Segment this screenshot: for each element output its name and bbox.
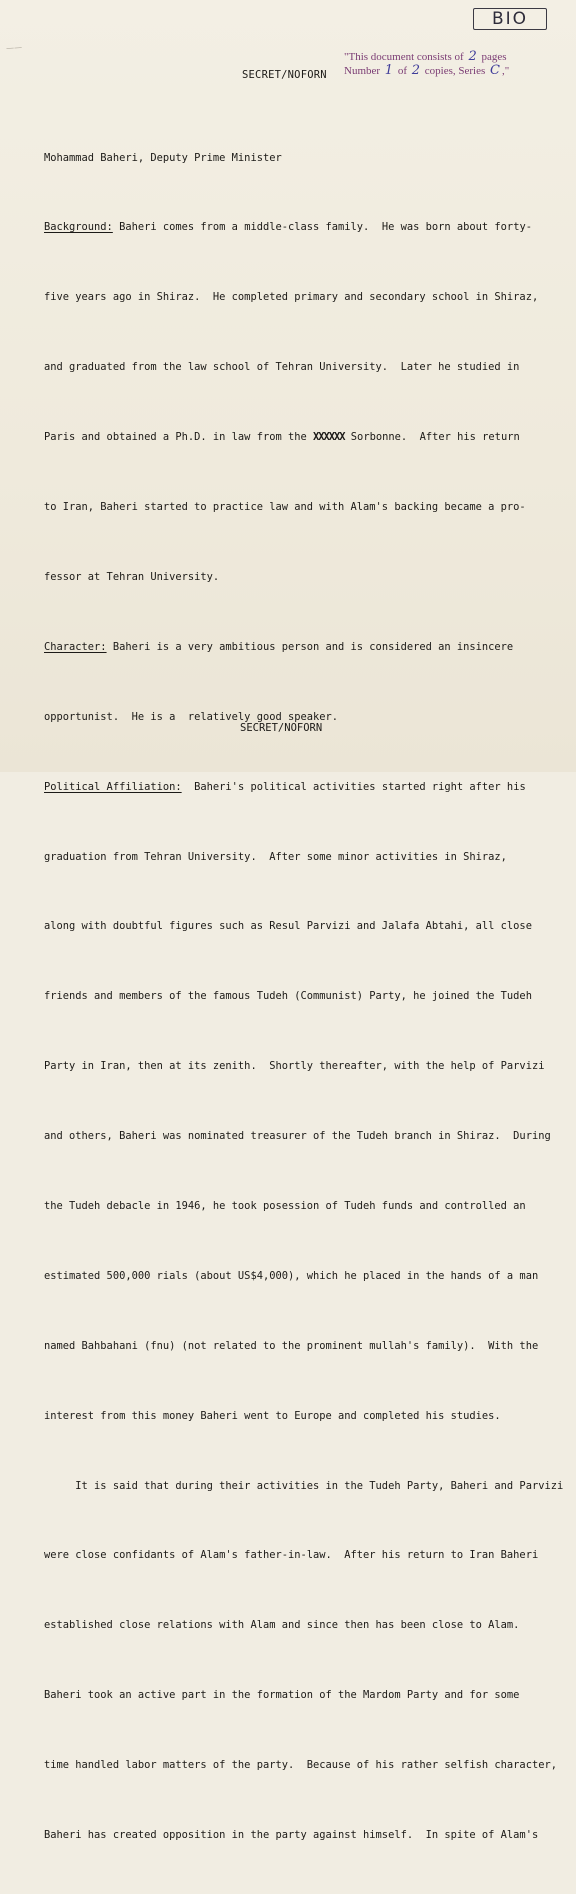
text-line [44, 426, 564, 449]
text-line [44, 636, 564, 659]
text-run: Baheri's political activities started right after his [181, 780, 526, 793]
text-line: estimated 500,000 rials (about US$4,000), which he placed in the hands of a man [44, 1269, 539, 1282]
struck-out-word: XXXXXX [313, 431, 345, 444]
classification-header: SECRET/NOFORN [242, 69, 327, 81]
handwritten-document-number: BIO [473, 8, 547, 30]
text-line: time handled labor matters of the party. Because of his rather selfish character, [44, 1759, 557, 1772]
stamp-line-1 [344, 50, 509, 64]
text-line: the Tudeh debacle in 1946, he took posession of Tudeh funds and controlled an [44, 1199, 526, 1212]
text-run: Baheri comes from a middle-class family. He was born about forty- [112, 221, 532, 234]
stamp-line-2 [344, 64, 509, 78]
copy-count-stamp [344, 50, 509, 78]
subject-line: Mohammad Baheri, Deputy Prime Minister [44, 151, 282, 164]
text-line: Baheri took an active part in the formation of the Mardom Party and for some [44, 1689, 520, 1702]
text-line: five years ago in Shiraz. He completed primary and secondary school in Shiraz, [44, 291, 539, 304]
text-line: named Bahbahani (fnu) (not related to the prominent mullah's family). With the [44, 1339, 539, 1352]
text-line: friends and members of the famous Tudeh (Communist) Party, he joined the Tudeh [44, 990, 532, 1003]
stamp-text: pages [481, 51, 507, 63]
stamp-text: Number [344, 65, 381, 77]
stamp-text: copies, Series [424, 65, 486, 77]
text-line: It is said that during their activities in the Tudeh Party, Baheri and Parvizi [44, 1479, 564, 1492]
text-line: to Iran, Baheri started to practice law and with Alam's backing became a pro- [44, 501, 526, 514]
pencil-mark: —— [5, 42, 23, 53]
character-heading: Character: [44, 640, 107, 653]
handwritten-page-count: 2 [468, 49, 477, 64]
text-line: opportunist. He is a relatively good speaker. [44, 710, 339, 723]
document-body [44, 100, 564, 1894]
text-line: and others, Baheri was nominated treasurer of the Tudeh branch in Shiraz. During [44, 1130, 551, 1143]
text-line: and graduated from the law school of Tehran University. Later he studied in [44, 361, 520, 374]
text-run: Paris and obtained a Ph.D. in law from the [44, 431, 313, 444]
handwritten-series: C [490, 63, 500, 78]
text-line: along with doubtful figures such as Resul Parvizi and Jalafa Abtahi, all close [44, 920, 532, 933]
text-line: established close relations with Alam and since then has been close to Alam. [44, 1619, 520, 1632]
text-line: fessor at Tehran University. [44, 570, 220, 583]
text-line: were close confidants of Alam's father-in-law. After his return to Iran Baheri [44, 1549, 539, 1562]
text-line [44, 216, 564, 239]
text-line: Baheri has created opposition in the party against himself. In spite of Alam's [44, 1828, 539, 1841]
stamp-text: of [397, 65, 407, 77]
text-run: Baheri is a very ambitious person and is considered an insincere [106, 640, 514, 653]
handwritten-copy-total: 2 [411, 63, 421, 78]
handwritten-copy-number: 1 [384, 63, 394, 78]
text-line: interest from this money Baheri went to Europe and completed his studies. [44, 1409, 501, 1422]
text-line: graduation from Tehran University. After some minor activities in Shiraz, [44, 850, 507, 863]
stamp-text: ," [501, 65, 510, 77]
stamp-text: "This document consists of [344, 51, 464, 63]
classification-footer: SECRET/NOFORN [240, 722, 323, 734]
political-affiliation-heading: Political Affiliation: [44, 780, 182, 793]
background-heading: Background: [44, 221, 113, 234]
text-run: Sorbonne. After his return [344, 431, 520, 444]
text-line: Party in Iran, then at its zenith. Shortly thereafter, with the help of Parvizi [44, 1060, 545, 1073]
text-line [44, 776, 564, 799]
